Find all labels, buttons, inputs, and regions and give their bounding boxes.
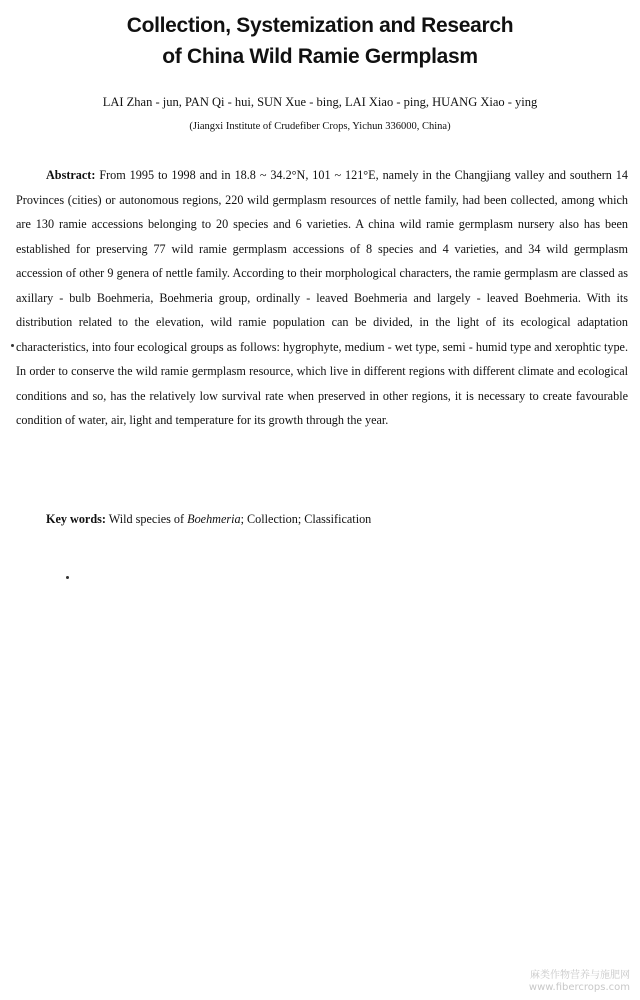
abstract-paragraph — [16, 163, 628, 433]
scan-speck — [66, 576, 69, 579]
site-watermark — [529, 970, 630, 994]
affiliation: (Jiangxi Institute of Crudefiber Crops, Yichun 336000, China) — [189, 121, 451, 132]
keywords-pre: Wild species of — [105, 512, 188, 526]
author-list: LAI Zhan - jun, PAN Qi - hui, SUN Xue - bing, LAI Xiao - ping, HUANG Xiao - ying — [102, 95, 538, 109]
title-line-1: Collection, Systemization and Research — [126, 14, 514, 37]
paper-title — [0, 10, 640, 72]
keywords-paragraph — [46, 507, 626, 531]
watermark-line-2: www.fibercrops.com — [528, 982, 630, 993]
abstract-label: Abstract: — [46, 168, 96, 182]
keywords-italic-genus: Boehmeria — [187, 512, 241, 526]
watermark-line-1: 麻类作物营养与施肥网 — [530, 970, 630, 981]
keywords-label: Key words: — [46, 512, 106, 526]
abstract-text: From 1995 to 1998 and in 18.8 ~ 34.2°N, 101 ~ 121°E, namely in the Changjiang valley and southern 14 Provinces (cities) or autonomous regions, 220 wild germplasm resources of nettle family, had been collected, among which are 130 ramie accessions belonging to 20 species and 6 varieties. A china wild ramie germplasm nursery also has been established for preserving 77 wild ramie germplasm accessions of 8 species and 4 varieties, and 34 wild germplasm accession of other 9 genera of nettle family. According to their morphological characters, the ramie germplasm are classed as axillary - bulb Boehmeria, Boehmeria group, ordinally - leaved Boehmeria and largely - leaved Boehmeria. With its distribution related to the elevation, wild ramie population can be divided, in the light of its ecological adaptation characteristics, into four ecological groups as follows: hygrophyte, medium - wet type, semi - humid type and xerophtic type. In order to conserve the wild ramie germplasm resource, which live in different regions with different climate and ecological conditions and so, has the relatively low survival rate when preserved in other regions, it is necessary to create favourable condition of water, air, light and temperature for its growth through the year. — [16, 168, 628, 427]
scan-speck — [11, 344, 14, 347]
keywords-post: ; Collection; Classification — [240, 512, 372, 526]
title-line-2: of China Wild Ramie Germplasm — [162, 45, 478, 68]
